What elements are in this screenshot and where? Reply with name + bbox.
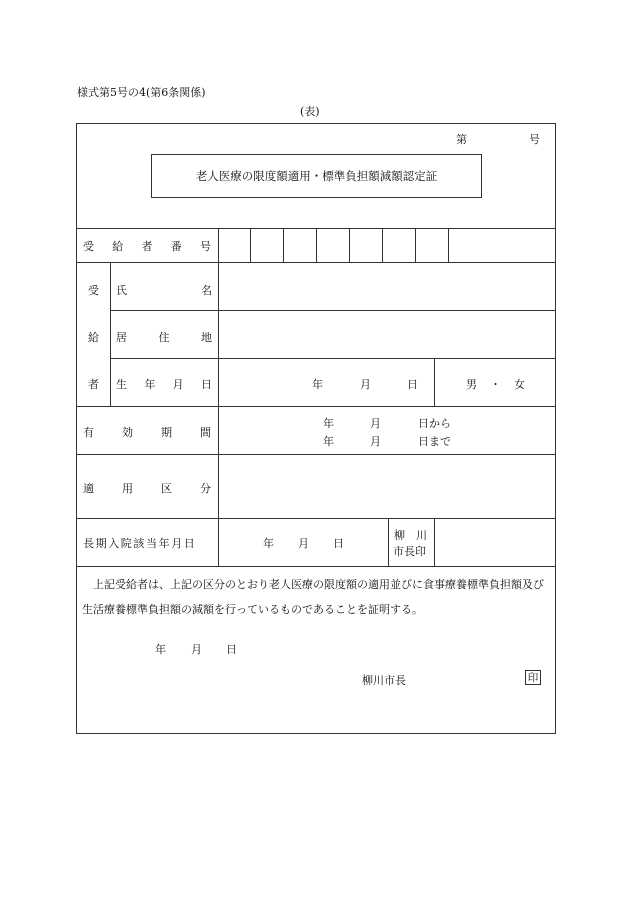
number-prefix: 第 xyxy=(456,133,467,146)
birthdate-day: 日 xyxy=(407,378,418,391)
rule xyxy=(76,566,556,567)
certification-month: 月 xyxy=(191,643,202,656)
long-stay-label: 長期入院該当年月日 xyxy=(83,537,197,550)
side-label: (表) xyxy=(300,105,320,118)
long-stay-day: 日 xyxy=(333,537,344,550)
rule xyxy=(382,228,383,262)
issuer-name: 柳川市長 xyxy=(362,674,406,687)
long-stay-year: 年 xyxy=(263,537,274,550)
certification-day: 日 xyxy=(226,643,237,656)
recipient-group-char-1: 受 xyxy=(88,284,99,297)
rule xyxy=(76,406,556,407)
birthdate-label: 生 年 月 日 xyxy=(116,378,212,391)
rule xyxy=(316,228,317,262)
rule xyxy=(434,518,435,566)
certification-year: 年 xyxy=(155,643,166,656)
rule xyxy=(448,228,449,262)
rule xyxy=(110,358,556,359)
name-label: 氏 名 xyxy=(116,284,212,297)
recipient-group-char-3: 者 xyxy=(88,378,99,391)
rule xyxy=(76,518,556,519)
seal-mark: 印 xyxy=(525,670,541,685)
certification-text: 上記受給者は、上記の区分のとおり老人医療の限度額の適用並びに食事療養標準負担額及び生活療養標準負担額の減額を行っているものであることを証明する。 xyxy=(82,578,544,616)
rule xyxy=(349,228,350,262)
address-label: 居 住 地 xyxy=(116,331,212,344)
rule xyxy=(415,228,416,262)
validity-to-year: 年 xyxy=(323,435,334,448)
rule xyxy=(76,454,556,455)
validity-from-year: 年 xyxy=(323,417,334,430)
certificate-title-box xyxy=(151,154,482,198)
city-seal-label-2: 市長印 xyxy=(393,545,426,558)
rule xyxy=(110,310,556,311)
long-stay-month: 月 xyxy=(298,537,309,550)
validity-from-day: 日から xyxy=(418,417,451,430)
validity-from-month: 月 xyxy=(370,417,381,430)
validity-to-day: 日まで xyxy=(418,435,451,448)
sex-options: 男 ・ 女 xyxy=(466,378,525,391)
birthdate-month: 月 xyxy=(360,378,371,391)
rule xyxy=(218,228,219,566)
category-label: 適 用 区 分 xyxy=(83,482,211,495)
certificate-title: 老人医療の限度額適用・標準負担額減額認定証 xyxy=(195,169,438,183)
validity-to-month: 月 xyxy=(370,435,381,448)
validity-label: 有 効 期 間 xyxy=(83,426,211,439)
form-id: 様式第5号の4(第6条関係) xyxy=(77,86,206,99)
recipient-number-label: 受 給 者 番 号 xyxy=(83,240,211,253)
city-seal-label-1: 柳 川 xyxy=(394,529,427,542)
rule xyxy=(434,358,435,406)
number-suffix: 号 xyxy=(529,133,540,146)
recipient-group-char-2: 給 xyxy=(88,331,99,344)
rule xyxy=(76,262,556,263)
rule xyxy=(250,228,251,262)
rule xyxy=(388,518,389,566)
rule xyxy=(283,228,284,262)
rule xyxy=(110,262,111,406)
birthdate-year: 年 xyxy=(312,378,323,391)
